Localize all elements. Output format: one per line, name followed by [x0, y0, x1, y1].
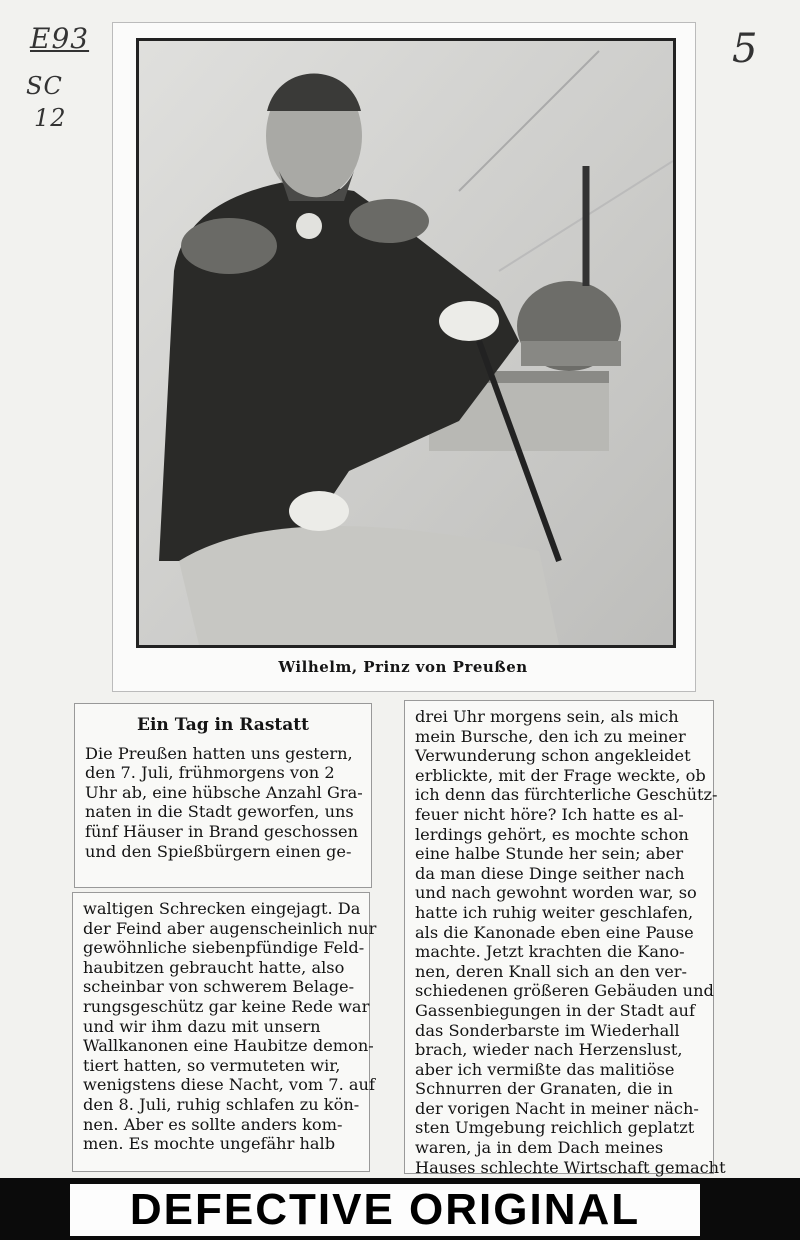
- text-line: Gassenbiegungen in der Stadt auf: [415, 1000, 695, 1020]
- text-line: den 8. Juli, ruhig schlafen zu kön-: [83, 1094, 360, 1114]
- text-line: Wallkanonen eine Haubitze demon-: [83, 1036, 374, 1056]
- text-line: naten in die Stadt geworfen, uns: [85, 802, 354, 822]
- handwritten-code: E93: [30, 22, 90, 55]
- text-line: nen, deren Knall sich an den ver-: [415, 961, 688, 981]
- handwritten-sc: SC: [26, 72, 63, 100]
- text-line: Hauses schlechte Wirtschaft gemacht: [415, 1157, 726, 1177]
- text-line: fünf Häuser in Brand geschossen: [85, 821, 359, 841]
- text-line: feuer nicht höre? Ich hatte es al-: [415, 804, 684, 824]
- text-line: waltigen Schrecken eingejagt. Da: [83, 899, 361, 918]
- text-line: wenigstens diese Nacht, vom 7. auf: [83, 1075, 375, 1095]
- text-line: tiert hatten, so vermuteten wir,: [83, 1055, 341, 1075]
- handwritten-page-number: 5: [732, 26, 759, 72]
- article-text-column-2: [415, 707, 726, 1177]
- article-clipping-column-2: [404, 700, 726, 1177]
- text-line: sten Umgebung reichlich geplatzt: [415, 1118, 695, 1138]
- text-line: aber ich vermißte das malitiöse: [415, 1059, 675, 1079]
- article-clipping-part-1: [74, 703, 372, 888]
- text-line: scheinbar von schwerem Belage-: [83, 977, 355, 997]
- text-line: erblickte, mit der Frage weckte, ob: [415, 765, 706, 785]
- portrait-caption: Wilhelm, Prinz von Preußen: [278, 658, 528, 676]
- text-line: ich denn das fürchterliche Geschütz-: [415, 785, 718, 805]
- article-text-part-1: [85, 744, 361, 862]
- text-line: und nach gewohnt worden war, so: [415, 883, 697, 903]
- text-line: mein Bursche, den ich zu meiner: [415, 726, 686, 746]
- defective-original-banner: [0, 1178, 800, 1240]
- text-line: Die Preußen hatten uns gestern,: [85, 743, 353, 763]
- text-line: da man diese Dinge seither nach: [415, 863, 685, 883]
- text-line: der vorigen Nacht in meiner näch-: [415, 1098, 699, 1118]
- text-line: hatte ich ruhig weiter geschlafen,: [415, 902, 694, 922]
- text-line: und wir ihm dazu mit unsern: [83, 1016, 321, 1036]
- text-line: machte. Jetzt krachten die Kano-: [415, 942, 685, 962]
- text-line: Verwunderung schon angekleidet: [415, 746, 691, 766]
- article-text-part-2: [83, 899, 377, 1154]
- text-line: waren, ja in dem Dach meines: [415, 1138, 664, 1158]
- text-line: der Feind aber augenscheinlich nur: [83, 918, 377, 938]
- text-line: den 7. Juli, frühmorgens von 2: [85, 763, 335, 783]
- text-line: das Sonderbarste im Wiederhall: [415, 1020, 680, 1040]
- article-heading: Ein Tag in Rastatt: [137, 715, 309, 735]
- text-line: Schnurren der Granaten, die in: [415, 1079, 673, 1099]
- portrait-image: [136, 38, 676, 648]
- text-line: haubitzen gebraucht hatte, also: [83, 957, 345, 977]
- article-clipping-part-2: [72, 892, 377, 1172]
- text-line: als die Kanonade eben eine Pause: [415, 922, 694, 942]
- text-line: rungsgeschütz gar keine Rede war: [83, 996, 370, 1016]
- text-line: drei Uhr morgens sein, als mich: [415, 707, 679, 726]
- text-line: men. Es mochte ungefähr halb: [83, 1134, 336, 1154]
- text-line: gewöhnliche siebenpfündige Feld-: [83, 938, 365, 958]
- text-line: lerdings gehört, es mochte schon: [415, 824, 689, 844]
- text-line: und den Spießbürgern einen ge-: [85, 841, 352, 861]
- text-line: brach, wieder nach Herzenslust,: [415, 1040, 683, 1060]
- text-line: schiedenen größeren Gebäuden und: [415, 981, 714, 1001]
- text-line: nen. Aber es sollte anders kom-: [83, 1114, 343, 1134]
- handwritten-12: 12: [34, 104, 67, 132]
- text-line: Uhr ab, eine hübsche Anzahl Gra-: [85, 782, 363, 802]
- defective-original-label: DEFECTIVE ORIGINAL: [70, 1184, 700, 1236]
- text-line: eine halbe Stunde her sein; aber: [415, 844, 684, 864]
